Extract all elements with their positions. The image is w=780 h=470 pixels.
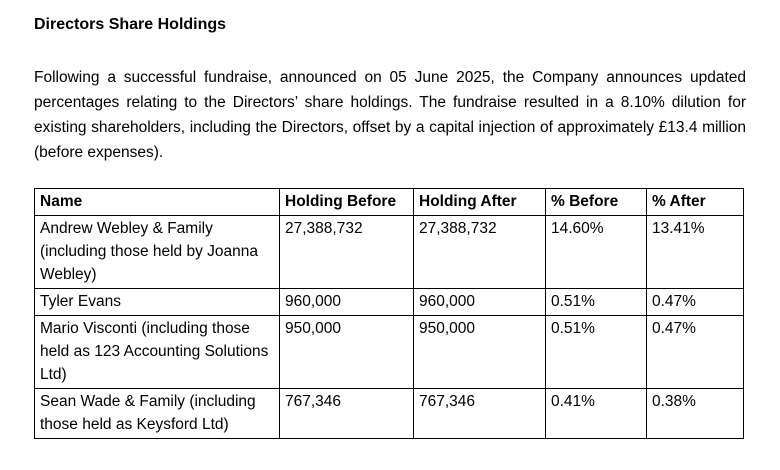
cell-holding-before: 960,000 xyxy=(280,289,414,316)
cell-pct-before: 0.51% xyxy=(546,289,647,316)
cell-holding-before: 950,000 xyxy=(280,316,414,389)
cell-pct-after: 13.41% xyxy=(647,216,744,289)
header-pct-after: % After xyxy=(647,189,744,216)
cell-pct-before: 0.51% xyxy=(546,316,647,389)
cell-name: Tyler Evans xyxy=(35,289,280,316)
cell-pct-before: 14.60% xyxy=(546,216,647,289)
section-heading: Directors Share Holdings xyxy=(34,16,227,33)
table-row xyxy=(35,389,744,439)
cell-holding-after: 950,000 xyxy=(414,316,546,389)
cell-holding-after: 960,000 xyxy=(414,289,546,316)
table-row xyxy=(35,289,744,316)
cell-name: Sean Wade & Family (including those held as Keysford Ltd) xyxy=(35,389,280,439)
share-holdings-table xyxy=(34,188,744,439)
cell-holding-before: 27,388,732 xyxy=(280,216,414,289)
cell-pct-before: 0.41% xyxy=(546,389,647,439)
cell-name: Andrew Webley & Family (including those held by Joanna Webley) xyxy=(35,216,280,289)
table-row xyxy=(35,316,744,389)
cell-pct-after: 0.38% xyxy=(647,389,744,439)
cell-name: Mario Visconti (including those held as 123 Accounting Solutions Ltd) xyxy=(35,316,280,389)
cell-pct-after: 0.47% xyxy=(647,289,744,316)
table-row xyxy=(35,216,744,289)
header-pct-before: % Before xyxy=(546,189,647,216)
header-holding-before: Holding Before xyxy=(280,189,414,216)
cell-holding-before: 767,346 xyxy=(280,389,414,439)
intro-paragraph: Following a successful fundraise, announced on 05 June 2025, the Company announces updated percentages relating to the Directors’ share holdings. The fundraise resulted in a 8.10% dilution for existing shareholders, including the Directors, offset by a capital injection of approximately £13.4 million (before expenses). xyxy=(34,69,746,161)
cell-holding-after: 27,388,732 xyxy=(414,216,546,289)
cell-holding-after: 767,346 xyxy=(414,389,546,439)
cell-pct-after: 0.47% xyxy=(647,316,744,389)
header-name: Name xyxy=(35,189,280,216)
header-holding-after: Holding After xyxy=(414,189,546,216)
table-header-row xyxy=(35,189,744,216)
